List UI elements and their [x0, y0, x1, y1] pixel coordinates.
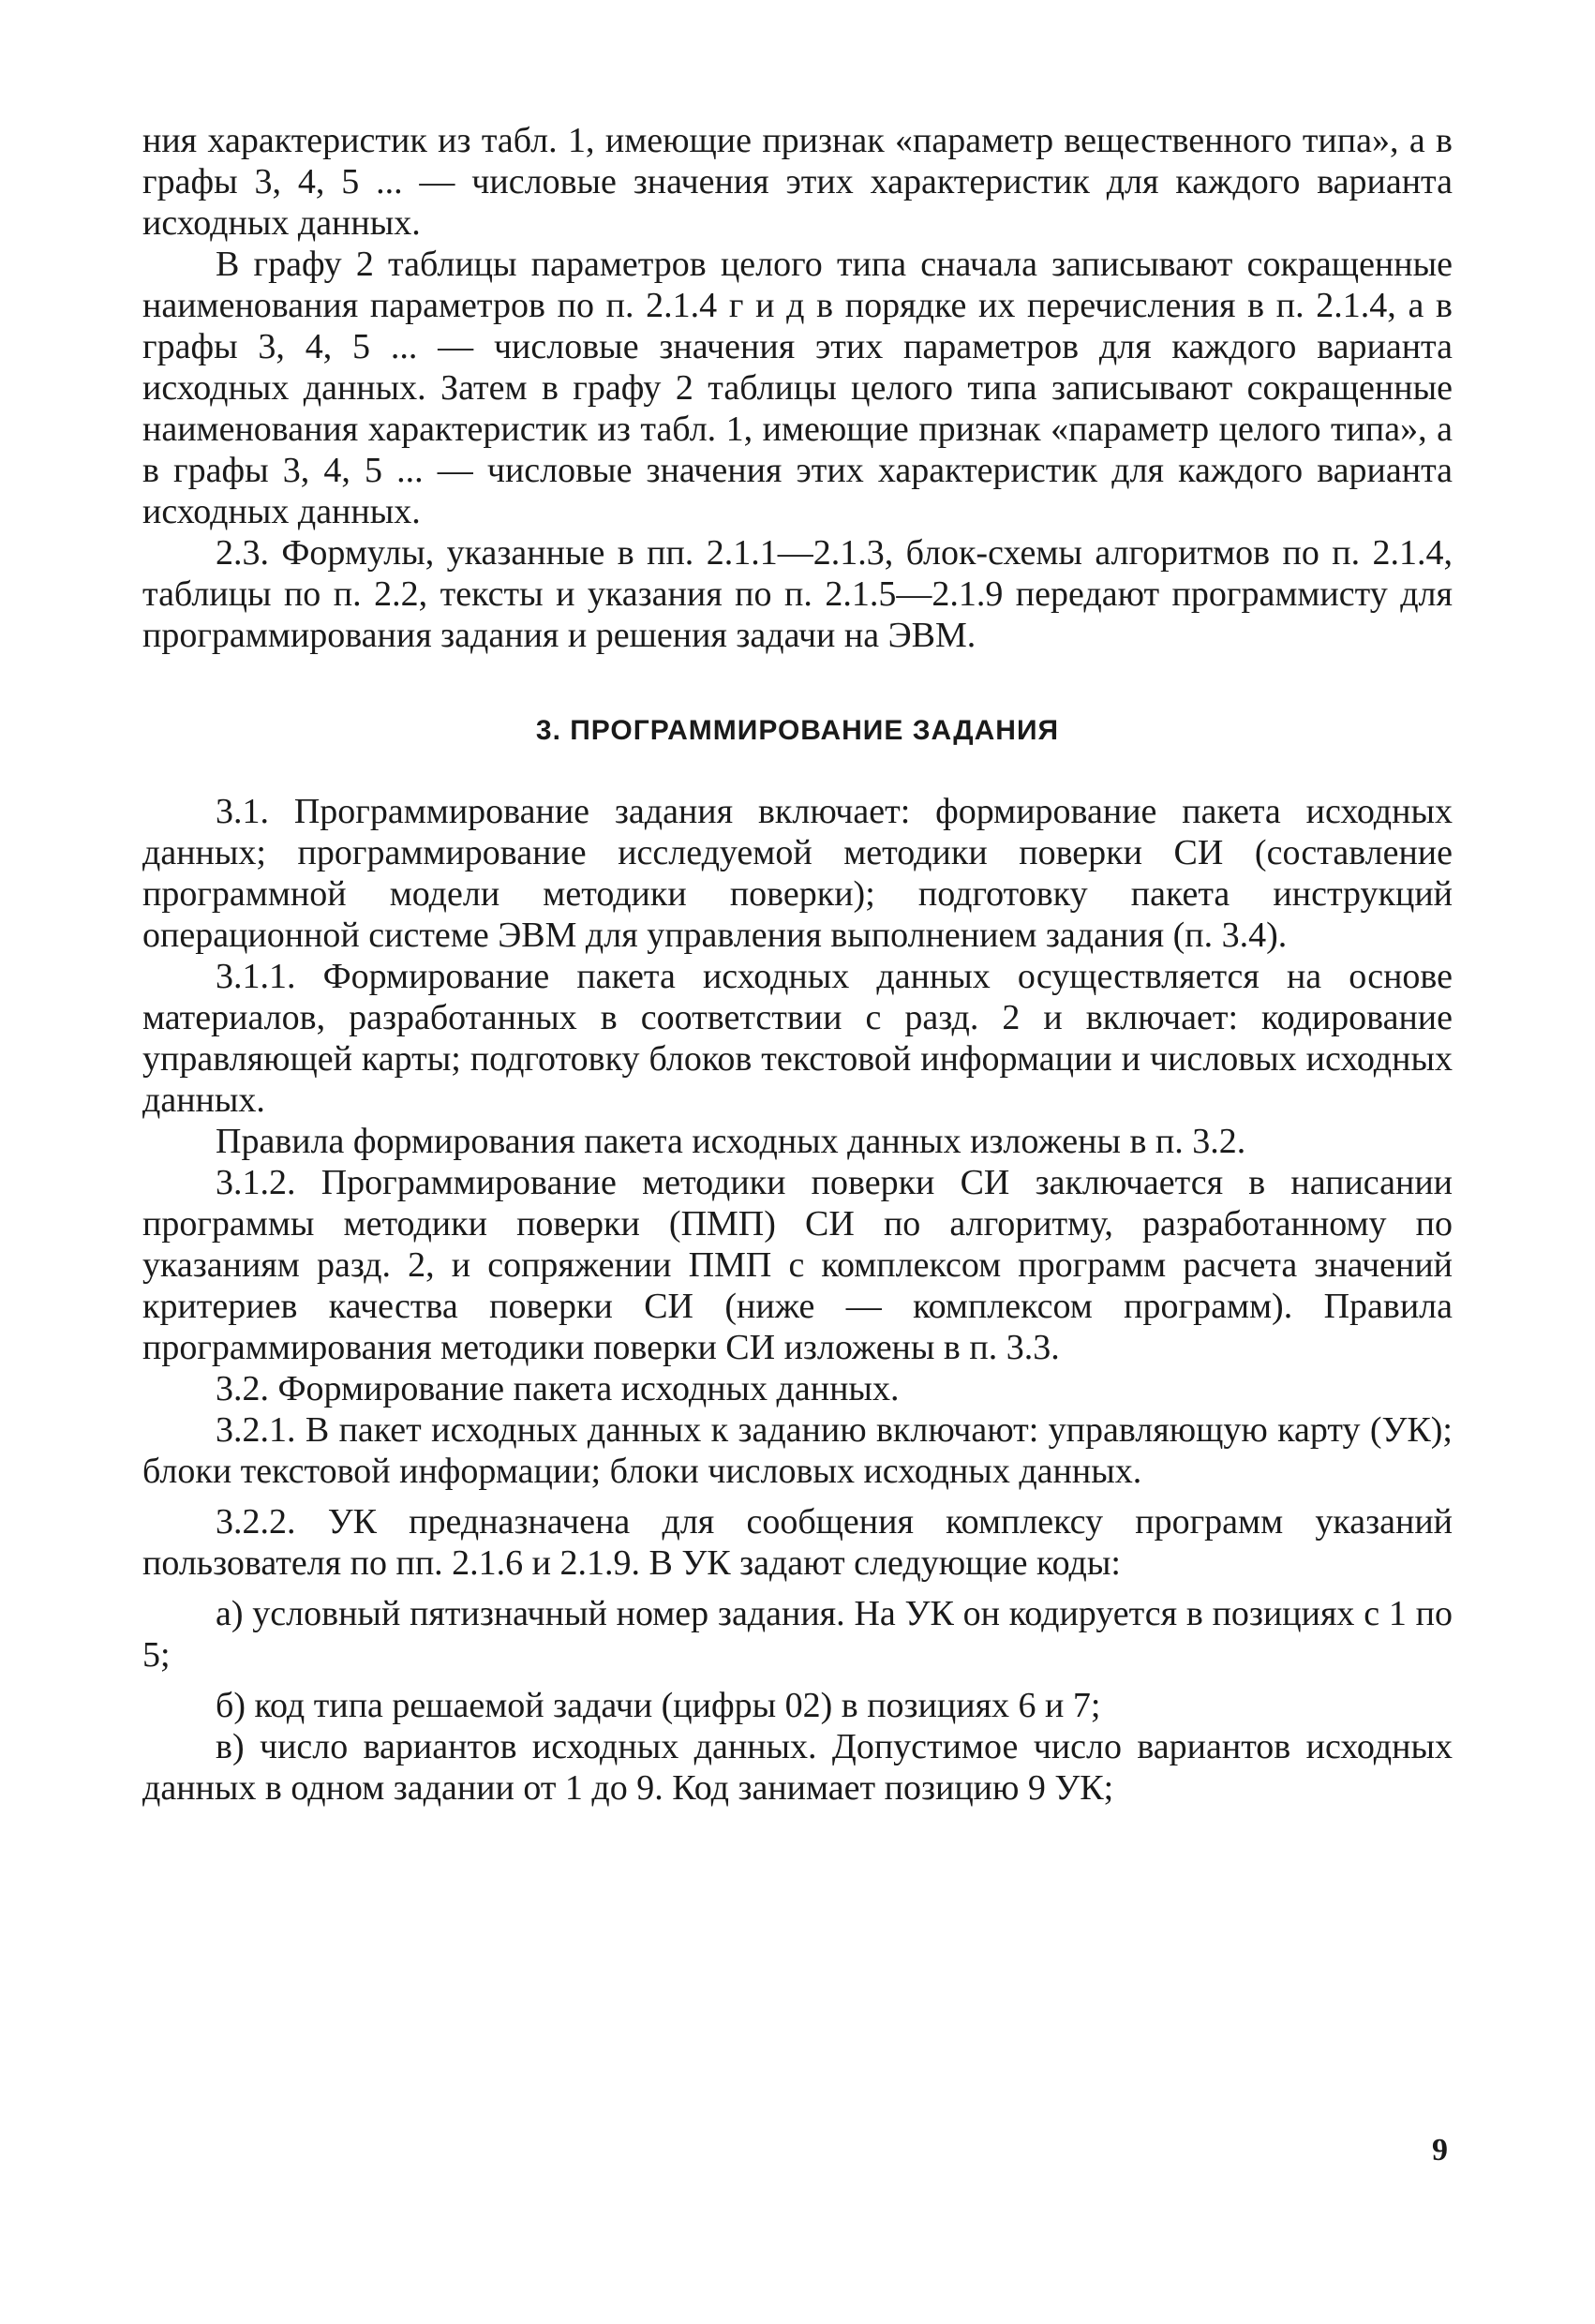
paragraph: Правила формирования пакета исходных данных изложены в п. 3.2. [216, 1122, 1246, 1161]
paragraph: ния характеристик из табл. 1, имеющие признак «параметр вещественного типа», а в графы 3, 4, 5 ... — числовые значения этих характеристик для каждого варианта исходных данных. [142, 121, 1453, 243]
list-item: а) условный пятизначный номер задания. На УК он кодируется в позициях с 1 по 5; [142, 1594, 1453, 1675]
section-heading: 3. ПРОГРАММИРОВАНИЕ ЗАДАНИЯ [535, 715, 1060, 746]
paragraph: 2.3. Формулы, указанные в пп. 2.1.1—2.1.3, блок-схемы алгоритмов по п. 2.1.4, таблицы по п. 2.2, тексты и указания по п. 2.1.5—2.1.9 передают программисту для программирования задания и решения задачи на ЭВМ. [142, 533, 1453, 655]
list-item: б) код типа решаемой задачи (цифры 02) в позициях 6 и 7; [216, 1686, 1101, 1725]
paragraph: В графу 2 таблицы параметров целого типа сначала записывают сокращенные наименования параметров по п. 2.1.4 г и д в порядке их перечисления в п. 2.1.4, а в графы 3, 4, 5 ... — числовые значения этих параметров для каждого варианта исходных данных. Затем в графу 2 таблицы целого типа записывают сокращенные наименования характеристик из табл. 1, имеющие признак «параметр целого типа», а в графы 3, 4, 5 ... — числовые значения этих характеристик для каждого варианта исходных данных. [142, 245, 1453, 531]
paragraph: 3.2. Формирование пакета исходных данных. [216, 1369, 900, 1408]
paragraph: 3.1.1. Формирование пакета исходных данных осуществляется на основе материалов, разработанных в соответствии с разд. 2 и включает: кодирование управляющей карты; подготовку блоков текстовой информации и числовых исходных данных. [142, 957, 1453, 1120]
list-item: в) число вариантов исходных данных. Допустимое число вариантов исходных данных в одном задании от 1 до 9. Код занимает позицию 9 УК; [142, 1727, 1453, 1808]
paragraph: 3.1.2. Программирование методики поверки СИ заключается в написании программы методики поверки (ПМП) СИ по алгоритму, разработанному по указаниям разд. 2, и сопряжении ПМП с комплексом программ расчета значений критериев качества поверки СИ (ниже — комплексом программ). Правила программирования методики поверки СИ изложены в п. 3.3. [142, 1163, 1453, 1367]
paragraph: 3.2.1. В пакет исходных данных к заданию включают: управляющую карту (УК); блоки текстовой информации; блоки числовых исходных данных. [142, 1410, 1453, 1491]
page-number: 9 [1432, 2133, 1448, 2168]
paragraph: 3.1. Программирование задания включает: формирование пакета исходных данных; программирование исследуемой методики поверки СИ (составление программной модели методики поверки); подготовку пакета инструкций операционной системе ЭВМ для управления выполнением задания (п. 3.4). [142, 792, 1453, 955]
paragraph: 3.2.2. УК предназначена для сообщения комплексу программ указаний пользователя по пп. 2.1.6 и 2.1.9. В УК задают следующие коды: [142, 1502, 1453, 1583]
document-page [142, 120, 1453, 1809]
